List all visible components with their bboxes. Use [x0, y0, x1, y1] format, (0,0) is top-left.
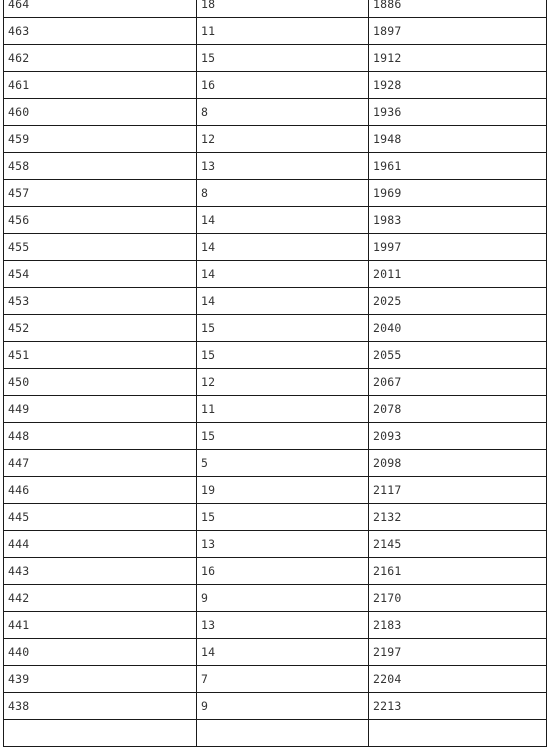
table-row	[4, 126, 547, 153]
count-cell	[197, 720, 369, 747]
score-table	[3, 0, 547, 747]
score-cell: 455	[4, 234, 197, 261]
count-cell: 13	[197, 531, 369, 558]
score-cell: 450	[4, 369, 197, 396]
score-cell: 441	[4, 612, 197, 639]
count-cell: 13	[197, 153, 369, 180]
cumulative-cell: 2055	[369, 342, 547, 369]
count-cell: 15	[197, 423, 369, 450]
table-row	[4, 666, 547, 693]
score-cell: 462	[4, 45, 197, 72]
count-cell: 8	[197, 180, 369, 207]
count-cell: 15	[197, 504, 369, 531]
score-cell: 457	[4, 180, 197, 207]
score-cell: 447	[4, 450, 197, 477]
table-row	[4, 369, 547, 396]
cumulative-cell: 1897	[369, 18, 547, 45]
score-cell: 443	[4, 558, 197, 585]
score-cell: 449	[4, 396, 197, 423]
table-row	[4, 153, 547, 180]
count-cell: 11	[197, 396, 369, 423]
count-cell: 14	[197, 639, 369, 666]
cumulative-cell: 1936	[369, 99, 547, 126]
table-row	[4, 234, 547, 261]
score-cell: 459	[4, 126, 197, 153]
cumulative-cell	[369, 720, 547, 747]
table-row	[4, 423, 547, 450]
cumulative-cell: 2098	[369, 450, 547, 477]
table-row	[4, 639, 547, 666]
count-cell: 14	[197, 207, 369, 234]
cumulative-cell: 1886	[369, 0, 547, 18]
score-cell: 452	[4, 315, 197, 342]
table-row	[4, 261, 547, 288]
score-cell: 440	[4, 639, 197, 666]
table-row	[4, 720, 547, 747]
table-row	[4, 72, 547, 99]
cumulative-cell: 2204	[369, 666, 547, 693]
score-cell: 444	[4, 531, 197, 558]
table-row	[4, 612, 547, 639]
table-row	[4, 99, 547, 126]
count-cell: 14	[197, 261, 369, 288]
count-cell: 5	[197, 450, 369, 477]
count-cell: 14	[197, 234, 369, 261]
cumulative-cell: 2011	[369, 261, 547, 288]
count-cell: 11	[197, 18, 369, 45]
cumulative-cell: 1961	[369, 153, 547, 180]
cumulative-cell: 2197	[369, 639, 547, 666]
score-cell: 446	[4, 477, 197, 504]
count-cell: 16	[197, 558, 369, 585]
cumulative-cell: 2170	[369, 585, 547, 612]
score-cell: 438	[4, 693, 197, 720]
count-cell: 12	[197, 369, 369, 396]
table-row	[4, 288, 547, 315]
count-cell: 15	[197, 315, 369, 342]
cumulative-cell: 2213	[369, 693, 547, 720]
count-cell: 19	[197, 477, 369, 504]
score-cell	[4, 720, 197, 747]
count-cell: 16	[197, 72, 369, 99]
cumulative-cell: 2183	[369, 612, 547, 639]
count-cell: 15	[197, 45, 369, 72]
count-cell: 7	[197, 666, 369, 693]
table-row	[4, 0, 547, 18]
cumulative-cell: 1948	[369, 126, 547, 153]
score-cell: 445	[4, 504, 197, 531]
cumulative-cell: 1983	[369, 207, 547, 234]
score-cell: 451	[4, 342, 197, 369]
cumulative-cell: 2067	[369, 369, 547, 396]
cumulative-cell: 1912	[369, 45, 547, 72]
cumulative-cell: 2117	[369, 477, 547, 504]
cumulative-cell: 2145	[369, 531, 547, 558]
score-cell: 454	[4, 261, 197, 288]
table-row	[4, 342, 547, 369]
count-cell: 18	[197, 0, 369, 18]
score-table-container	[3, 0, 546, 747]
table-row	[4, 531, 547, 558]
cumulative-cell: 2040	[369, 315, 547, 342]
score-cell: 461	[4, 72, 197, 99]
score-cell: 458	[4, 153, 197, 180]
count-cell: 9	[197, 585, 369, 612]
table-row	[4, 18, 547, 45]
table-row	[4, 585, 547, 612]
table-row	[4, 504, 547, 531]
score-table-body	[4, 0, 547, 747]
cumulative-cell: 1969	[369, 180, 547, 207]
table-row	[4, 693, 547, 720]
score-cell: 463	[4, 18, 197, 45]
cumulative-cell: 2093	[369, 423, 547, 450]
table-row	[4, 396, 547, 423]
score-cell: 460	[4, 99, 197, 126]
cumulative-cell: 2132	[369, 504, 547, 531]
table-row	[4, 207, 547, 234]
count-cell: 9	[197, 693, 369, 720]
count-cell: 8	[197, 99, 369, 126]
table-row	[4, 558, 547, 585]
count-cell: 15	[197, 342, 369, 369]
table-row	[4, 180, 547, 207]
cumulative-cell: 1928	[369, 72, 547, 99]
count-cell: 12	[197, 126, 369, 153]
score-cell: 448	[4, 423, 197, 450]
count-cell: 14	[197, 288, 369, 315]
table-row	[4, 315, 547, 342]
table-row	[4, 450, 547, 477]
score-cell: 442	[4, 585, 197, 612]
cumulative-cell: 2078	[369, 396, 547, 423]
score-cell: 456	[4, 207, 197, 234]
cumulative-cell: 2161	[369, 558, 547, 585]
cumulative-cell: 2025	[369, 288, 547, 315]
table-row	[4, 45, 547, 72]
score-cell: 453	[4, 288, 197, 315]
count-cell: 13	[197, 612, 369, 639]
table-row	[4, 477, 547, 504]
score-cell: 464	[4, 0, 197, 18]
score-cell: 439	[4, 666, 197, 693]
cumulative-cell: 1997	[369, 234, 547, 261]
